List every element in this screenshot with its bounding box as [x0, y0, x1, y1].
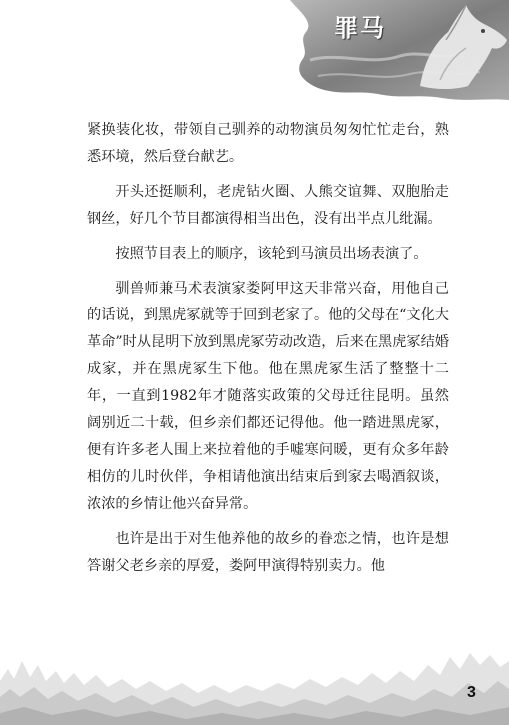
horse-head-ink-illustration	[270, 0, 509, 105]
paragraph: 开头还挺顺利，老虎钻火圈、人熊交谊舞、双胞胎走钢丝，好几个节目都演得相当出色，没有出半点儿纰漏。	[87, 183, 449, 227]
paragraph: 驯兽师兼马术表演家娄阿甲这天非常兴奋，用他自己的话说，到黑虎冢就等于回到老家了。他的父母在“文化大革命”时从昆明下放到黑虎冢劳动改造，后来在黑虎冢结婚成家，并在黑虎冢生下他。他在黑虎冢生活了整整十二年，一直到1982年才随落实政策的父母迁往昆明。虽然阔别近二十载，但乡亲们都还记得他。他一踏进黑虎冢，便有许多老人围上来拉着他的手嘘寒问暖，更有众多年龄相仿的儿时伙伴，争相请他演出结束后到家去喝酒叙谈，浓浓的乡情让他兴奋异常。	[87, 280, 449, 512]
page-number: 3	[467, 684, 476, 701]
chapter-title: 罪马	[334, 13, 386, 42]
paragraph: 也许是出于对生他养他的故乡的眷恋之情，也许是想答谢父老乡亲的厚爱，娄阿甲演得特别卖力。他	[87, 530, 449, 574]
body-text	[87, 117, 449, 588]
forest-silhouette-illustration	[0, 635, 509, 725]
paragraph: 按照节目表上的顺序，该轮到马演员出场表演了。	[115, 245, 428, 262]
paragraph: 紧换装化妆，带领自己驯养的动物演员匆匆忙忙走台，熟悉环境，然后登台献艺。	[87, 122, 449, 165]
